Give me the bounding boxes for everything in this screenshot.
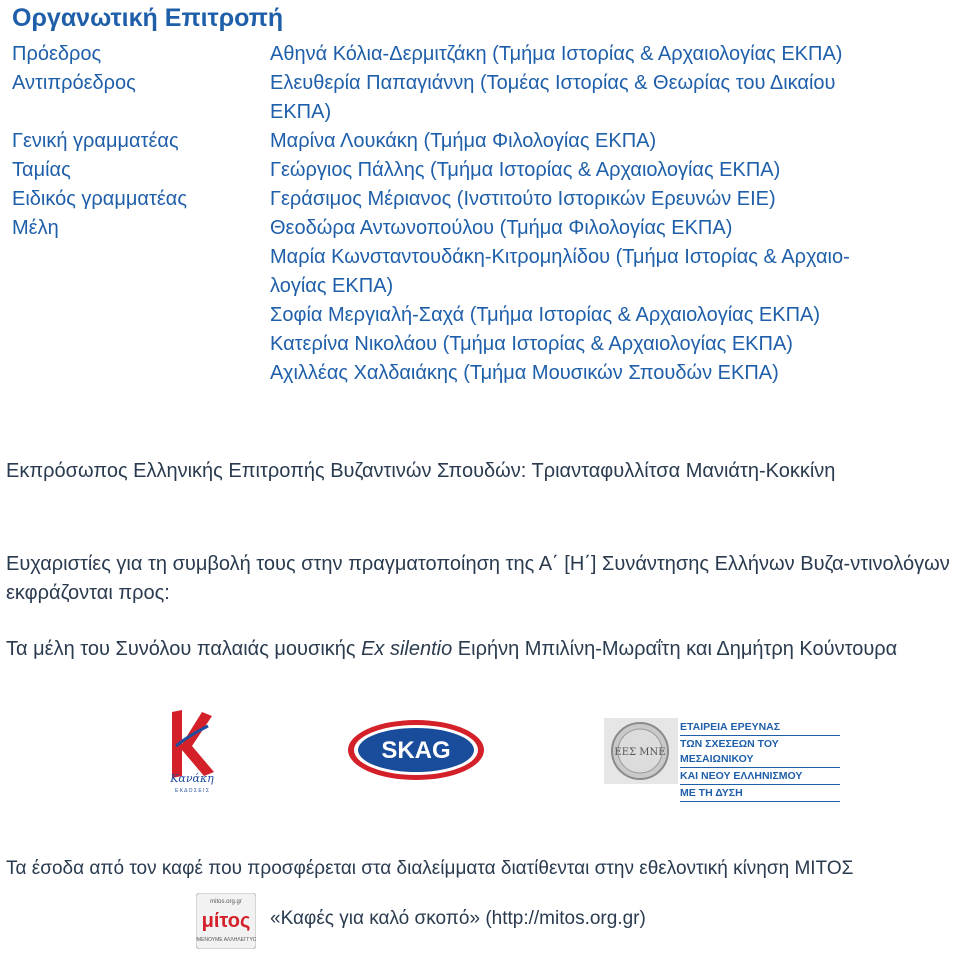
eie-logo	[604, 718, 838, 799]
mitos-site: mitos.org.gr	[210, 899, 242, 905]
kanaki-logo	[158, 706, 226, 794]
coffee-cause-text: «Καφές για καλό σκοπό» (http://mitos.org.gr)	[270, 908, 646, 929]
mitos-tagline: #ΜΕΝΟΥΜΕ ΑΛΛΗΛΕΓΓΥΟΙ	[196, 937, 256, 943]
ensemble-text	[6, 635, 897, 664]
member-name: Γεώργιος Πάλλης (Τμήμα Ιστορίας & Αρχαιολογίας ΕΚΠΑ)	[270, 159, 781, 181]
mitos-word: μίτος	[201, 910, 251, 932]
eie-line: ΜΕ ΤΗ ΔΥΣΗ	[680, 786, 840, 802]
skag-wordmark: SKAG	[381, 737, 451, 764]
page-title: Οργανωτική Επιτροπή	[12, 4, 284, 32]
eie-line: ΚΑΙ ΝΕΟΥ ΕΛΛΗΝΙΣΜΟΥ	[680, 769, 840, 785]
ensemble-name: Ex silentio	[361, 638, 453, 660]
eie-line: ΕΤΑΙΡΕΙΑ ΕΡΕΥΝΑΣ	[680, 720, 840, 736]
role-label: Μέλη	[12, 217, 59, 239]
member-name: Κατερίνα Νικολάου (Τμήμα Ιστορίας & Αρχαιολογίας ΕΚΠΑ)	[270, 333, 793, 355]
eie-line: ΤΩΝ ΣΧΕΣΕΩΝ ΤΟΥ ΜΕΣΑΙΩΝΙΚΟΥ	[680, 737, 840, 768]
committee-list	[12, 40, 952, 388]
coin-text: ΕΕΣ ΜΝΕ	[614, 747, 666, 758]
committee-row-members	[12, 214, 952, 388]
member-name: Γεράσιμος Μέριανος (Ινστιτούτο Ιστορικών Ερευνών ΕΙΕ)	[270, 188, 776, 210]
kanaki-caption: Ε Κ Δ Ο Σ Ε Ι Σ	[175, 788, 209, 794]
coffee-text: Τα έσοδα από τον καφέ που προσφέρεται στα διαλείμματα διατίθενται στην εθελοντική κίνηση ΜΙΤΟΣ	[6, 858, 854, 879]
committee-row-vice-president	[12, 69, 952, 127]
member-name: Σοφία Μεργιαλή-Σαχά (Τμήμα Ιστορίας & Αρχαιολογίας ΕΚΠΑ)	[270, 304, 821, 326]
coin-icon	[604, 718, 678, 784]
member-names	[270, 127, 952, 156]
role-label: Αντιπρόεδρος	[12, 72, 136, 94]
member-names	[270, 156, 952, 185]
member-names	[270, 69, 952, 127]
member-name: Ελευθερία Παπαγιάννη (Τομέας Ιστορίας & Θεωρίας του Δικαίου	[270, 72, 836, 94]
member-name: Αθηνά Κόλια-Δερμιτζάκη (Τμήμα Ιστορίας & Αρχαιολογίας ΕΚΠΑ)	[270, 43, 843, 65]
member-names	[270, 185, 952, 214]
committee-row-special-secretary	[12, 185, 952, 214]
ensemble-prefix: Τα μέλη του Συνόλου παλαιάς μουσικής	[6, 638, 362, 660]
kanaki-script: Κανάκη	[170, 772, 214, 785]
ensemble-suffix: Ειρήνη Μπιλίνη-Μωραΐτη και Δημήτρη Κούντουρα	[452, 638, 898, 660]
thanks-text: Ευχαριστίες για τη συμβολή τους στην πραγματοποίηση της Α΄ [Η΄] Συνάντησης Ελλήνων Βυζα-ντινολόγων εκφράζονται προς:	[6, 553, 950, 604]
skag-logo	[346, 718, 486, 782]
member-name-continued: ΕΚΠΑ)	[270, 101, 332, 123]
member-name: Μαρία Κωνσταντουδάκη-Κιτρομηλίδου (Τμήμα Ιστορίας & Αρχαιο-	[270, 246, 850, 268]
representative-text: Εκπρόσωπος Ελληνικής Επιτροπής Βυζαντινών Σπουδών: Τριανταφυλλίτσα Μανιάτη-Κοκκίνη	[6, 460, 836, 482]
member-names	[270, 40, 952, 69]
member-name: Μαρίνα Λουκάκη (Τμήμα Φιλολογίας ΕΚΠΑ)	[270, 130, 657, 152]
mitos-icon	[196, 893, 256, 949]
committee-row-president	[12, 40, 952, 69]
member-name: Αχιλλέας Χαλδαιάκης (Τμήμα Μουσικών Σπουδών ΕΚΠΑ)	[270, 362, 779, 384]
role-label: Ειδικός γραμματέας	[12, 188, 187, 210]
member-name: Θεοδώρα Αντωνοπούλου (Τμήμα Φιλολογίας ΕΚΠΑ)	[270, 217, 733, 239]
skag-oval-icon	[346, 718, 486, 782]
kanaki-k-icon	[158, 706, 226, 794]
eie-text	[680, 720, 840, 803]
mitos-logo	[196, 893, 256, 949]
role-label: Γενική γραμματέας	[12, 130, 179, 152]
role-label: Πρόεδρος	[12, 43, 102, 65]
member-names	[270, 214, 952, 388]
committee-row-general-secretary	[12, 127, 952, 156]
role-label: Ταμίας	[12, 159, 71, 181]
committee-row-treasurer	[12, 156, 952, 185]
member-name-continued: λογίας ΕΚΠΑ)	[270, 275, 394, 297]
